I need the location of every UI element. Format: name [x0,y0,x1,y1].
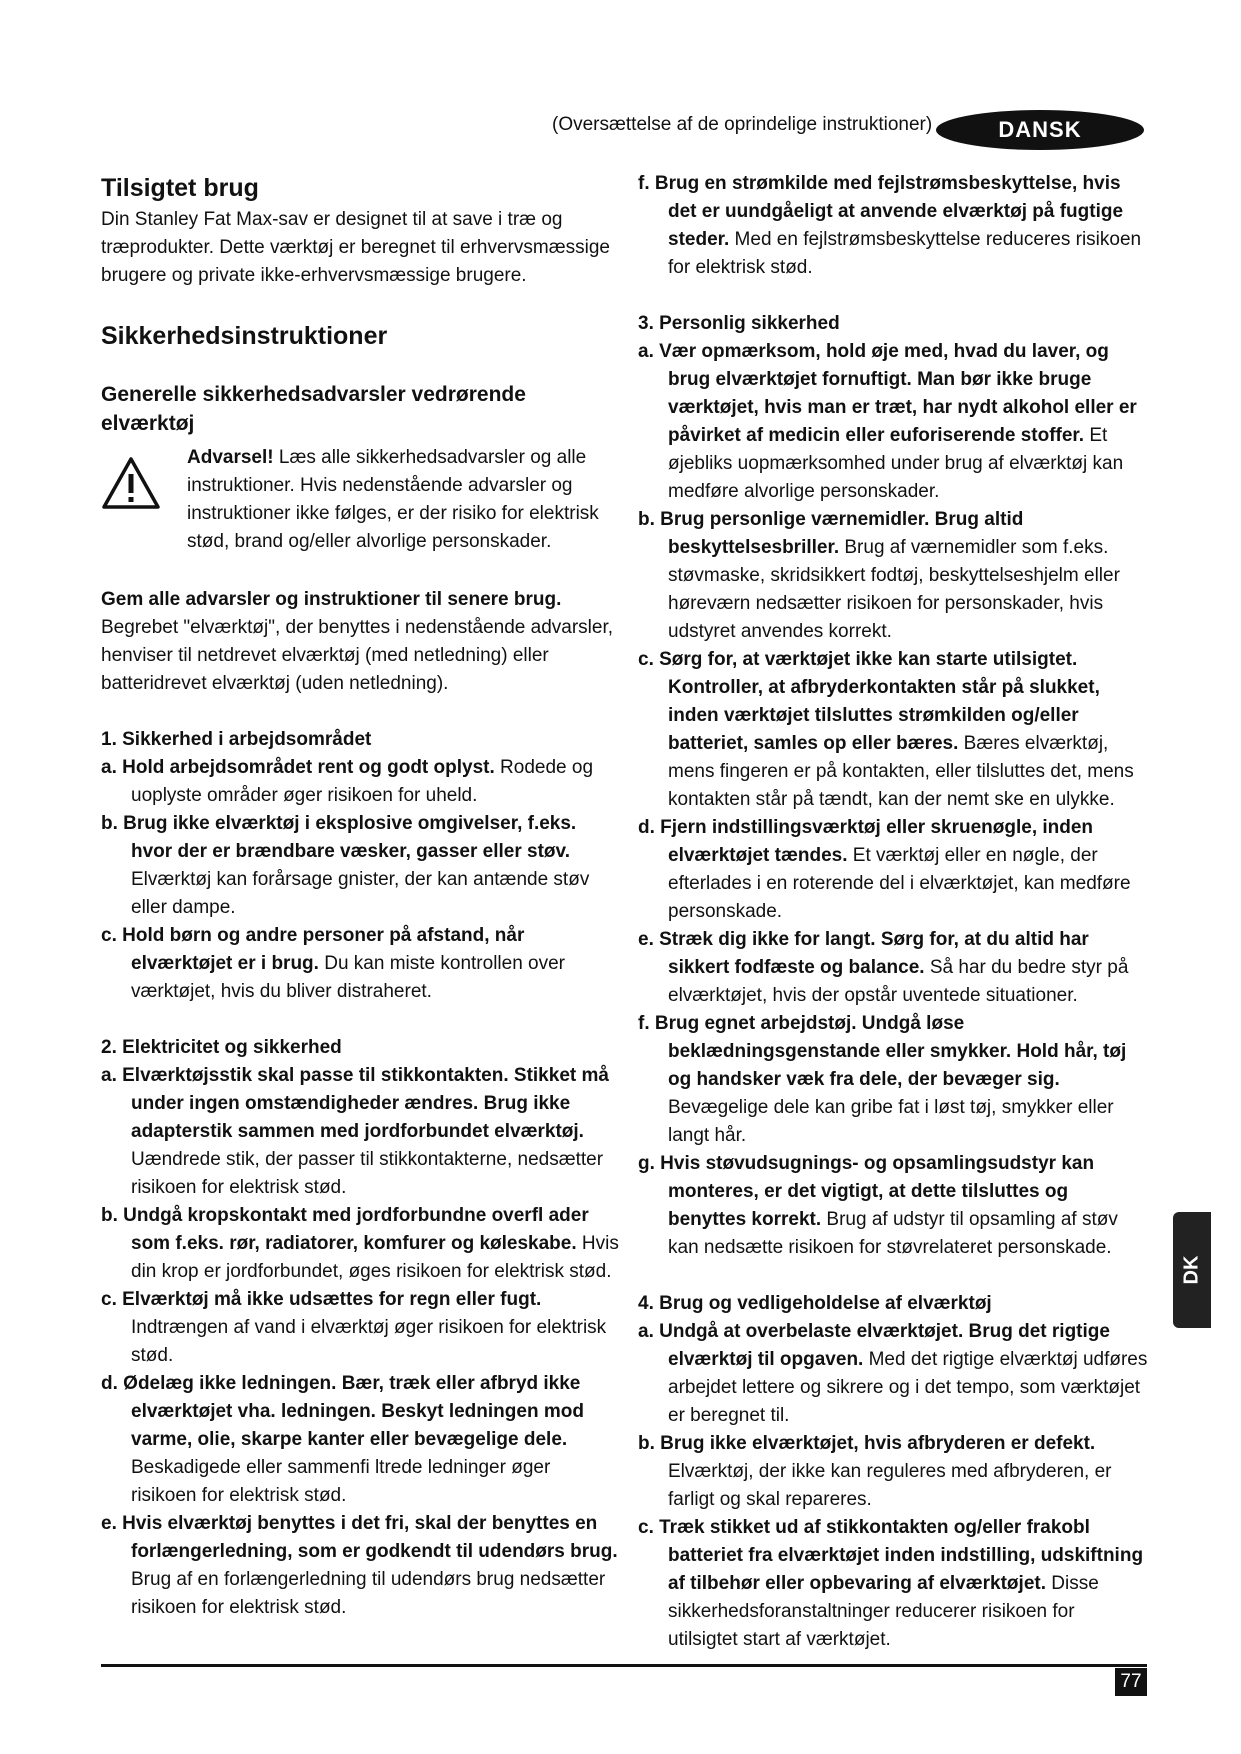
list-item-bold: a. Undgå at overbelaste elværktøjet. Brug det rigtige elværktøj til opgaven. [638,1321,1110,1370]
list-item-text: Så har du bedre styr på elværktøjet, hvis der opstår uventede situationer. [668,957,1129,1006]
translation-note: (Oversættelse af de oprindelige instruktioner) [552,114,933,135]
language-label: DANSK [998,117,1082,142]
list-item-text: Med det rigtige elværktøj udføres arbejdet lettere og sikrere og i det tempo, som værktøjet er beregnet til. [668,1349,1148,1426]
warning-text [187,444,621,556]
warning-body: Læs alle sikkerhedsadvarsler og alle instruktioner. Hvis nedenstående advarsler og instruktioner ikke følges, er der risiko for elektrisk stød, brand og/eller alvorlige personskader. [187,447,599,552]
list-item-bold: b. Undgå kropskontakt med jordforbundne overfl ader som f.eks. rør, radiatorer, komfurer og køleskabe. [101,1205,589,1254]
warning-label: Advarsel! [187,447,274,468]
general-warnings-title: Generelle sikkerhedsadvarsler vedrørende elværktøj [101,383,526,435]
list-item [638,338,1148,506]
list-item-text: Hvis din krop er jordforbundet, øges risikoen for elektrisk stød. [131,1233,619,1282]
list-item-text: Du kan miste kontrollen over værktøjet, hvis du bliver distraheret. [131,953,566,1002]
list-item-text: Indtrængen af vand i elværktøj øger risikoen for elektrisk stød. [131,1317,607,1366]
list-item [101,922,621,1006]
list-item-bold: g. Hvis støvudsugnings- og opsamlingsudstyr kan monteres, er det vigtigt, at dette tilsluttes og benyttes korrekt. [638,1153,1095,1230]
section-2-title: 2. Elektricitet og sikkerhed [101,1037,342,1058]
page-number: 77 [1115,1668,1147,1696]
list-item-text: Rodede og uoplyste områder øger risikoen for uheld. [131,757,594,806]
list-item [638,170,1148,282]
right-column [638,170,1148,1654]
list-item-bold: b. Brug ikke elværktøjet, hvis afbryderen er defekt. [638,1433,1096,1454]
list-item-text: Brug af udstyr til opsamling af støv kan nedsætte risikoen for støvrelateret personskade. [668,1209,1118,1258]
list-item-bold: f. Brug egnet arbejdstøj. Undgå løse beklædningsgenstande eller smykker. Hold hår, tøj og handsker væk fra dele, der bevæger sig. [638,1013,1127,1090]
language-side-tab [1173,1212,1211,1328]
save-note-title [101,586,621,614]
safety-title: Sikkerhedsinstruktioner [101,322,388,350]
list-item-bold: d. Ødelæg ikke ledningen. Bær, træk eller afbryd ikke elværktøjet vha. ledningen. Beskyt ledningen mod varme, olie, skarpe kanter eller bevægelige dele. [101,1373,584,1450]
footer-divider [101,1664,1147,1667]
list-item-bold: a. Elværktøjsstik skal passe til stikkontakten. Stikket må under ingen omstændigheder ændres. Brug ikke adapterstik sammen med jordforbundet elværktøj. [101,1065,609,1142]
list-item-bold: e. Hvis elværktøj benyttes i det fri, skal der benyttes en forlængerledning, som er godkendt til udendørs brug. [101,1513,618,1562]
list-item-text: Brug af værnemidler som f.eks. støvmaske, skridsikkert fodtøj, beskyttelseshjelm eller høreværn nedsætter risikoen for personskader, hvis udstyret anvendes korrekt. [668,537,1120,642]
list-item-text: Med en fejlstrømsbeskyttelse reduceres risikoen for elektrisk stød. [668,229,1142,278]
list-item [638,646,1148,814]
list-item-text: Et værktøj eller en nøgle, der efterlades i en roterende del i elværktøjet, kan medføre personskade. [668,845,1131,922]
language-badge [936,110,1144,150]
list-item-text: Elværktøj, der ikke kan reguleres med afbryderen, er farligt og skal repareres. [668,1461,1112,1510]
language-side-tab-label: DK [1180,1255,1203,1285]
list-item [638,1318,1148,1430]
list-item-text: Beskadigede eller sammenfi ltrede ledninger øger risikoen for elektrisk stød. [131,1457,551,1506]
list-item [638,1514,1148,1654]
list-item-text: Bevægelige dele kan gribe fat i løst tøj, smykker eller langt hår. [668,1097,1114,1146]
list-item [101,1286,621,1370]
list-item [638,814,1148,926]
list-item [101,1510,621,1622]
warning-triangle-icon [101,444,187,556]
list-item-text: Bæres elværktøj, mens fingeren er på kontakten, eller tilsluttes det, mens kontakten står på tændt, kan der nemt ske en ulykke. [668,733,1134,810]
left-column [101,170,621,1622]
section-4-title: 4. Brug og vedligeholdelse af elværktøj [638,1293,992,1314]
intended-use-title: Tilsigtet brug [101,174,259,202]
list-item-text: Disse sikkerhedsforanstaltninger reducerer risikoen for utilsigtet start af værktøjet. [668,1573,1099,1650]
list-item-bold: c. Hold børn og andre personer på afstand, når elværktøjet er i brug. [101,925,525,974]
list-item [638,1430,1148,1514]
list-item-bold: f. Brug en strømkilde med fejlstrømsbeskyttelse, hvis det er uundgåeligt at anvende elværktøj på fugtige steder. [638,173,1124,250]
list-item [638,506,1148,646]
list-item-text: Et øjebliks uopmærksomhed under brug af elværktøj kan medføre alvorlige personskader. [668,425,1124,502]
intended-use-body: Din Stanley Fat Max-sav er designet til at save i træ og træprodukter. Dette værktøj er beregnet til erhvervsmæssige brugere og private ikke-erhvervsmæssige brugere. [101,209,610,286]
list-item [638,1010,1148,1150]
list-item-text: Uændrede stik, der passer til stikkontakterne, nedsætter risikoen for elektrisk stød. [131,1149,604,1198]
list-item-bold: e. Stræk dig ikke for langt. Sørg for, at du altid har sikkert fodfæste og balance. [638,929,1089,978]
list-item [101,1202,621,1286]
list-item [638,1150,1148,1262]
list-item [101,1062,621,1202]
list-item-bold: c. Elværktøj må ikke udsættes for regn eller fugt. [101,1289,542,1310]
list-item [638,926,1148,1010]
list-item-text: Brug af en forlængerledning til udendørs brug nedsætter risikoen for elektrisk stød. [131,1569,606,1618]
list-item-bold: d. Fjern indstillingsværktøj eller skruenøgle, inden elværktøjet tændes. [638,817,1094,866]
save-note-body: Begrebet "elværktøj", der benyttes i nedenstående advarsler, henviser til netdrevet elværktøj (med netledning) eller batteridrevet elværktøj (uden netledning). [101,617,613,694]
list-item [101,1370,621,1510]
list-item [101,754,621,810]
list-item-bold: a. Vær opmærksom, hold øje med, hvad du laver, og brug elværktøjet fornuftigt. Man bør ikke bruge værktøjet, hvis man er træt, har nydt alkohol eller er påvirket af medicin eller euforiserende stoffer. [638,341,1137,446]
list-item-bold: b. Brug personlige værnemidler. Brug altid beskyttelsesbriller. [638,509,1024,558]
list-item-text: Elværktøj kan forårsage gnister, der kan antænde støv eller dampe. [131,869,590,918]
save-note-bold: Gem alle advarsler og instruktioner til senere brug. [101,589,562,610]
list-item-bold: c. Sørg for, at værktøjet ikke kan starte utilsigtet. Kontroller, at afbryderkontakten står på slukket, inden værktøjet tilsluttes strømkilden og/eller batteriet, samles op eller bæres. [638,649,1100,754]
warning-block [101,444,621,556]
list-item [101,810,621,922]
section-3-title: 3. Personlig sikkerhed [638,313,840,334]
list-item-bold: b. Brug ikke elværktøj i eksplosive omgivelser, f.eks. hvor der er brændbare væsker, gasser eller støv. [101,813,577,862]
list-item-bold: c. Træk stikket ud af stikkontakten og/eller frakobl batteriet fra elværktøjet inden indstilling, udskiftning af tilbehør eller opbevaring af elværktøjet. [638,1517,1144,1594]
section-1-title: 1. Sikkerhed i arbejdsområdet [101,729,372,750]
list-item-bold: a. Hold arbejdsområdet rent og godt oplyst. [101,757,495,778]
